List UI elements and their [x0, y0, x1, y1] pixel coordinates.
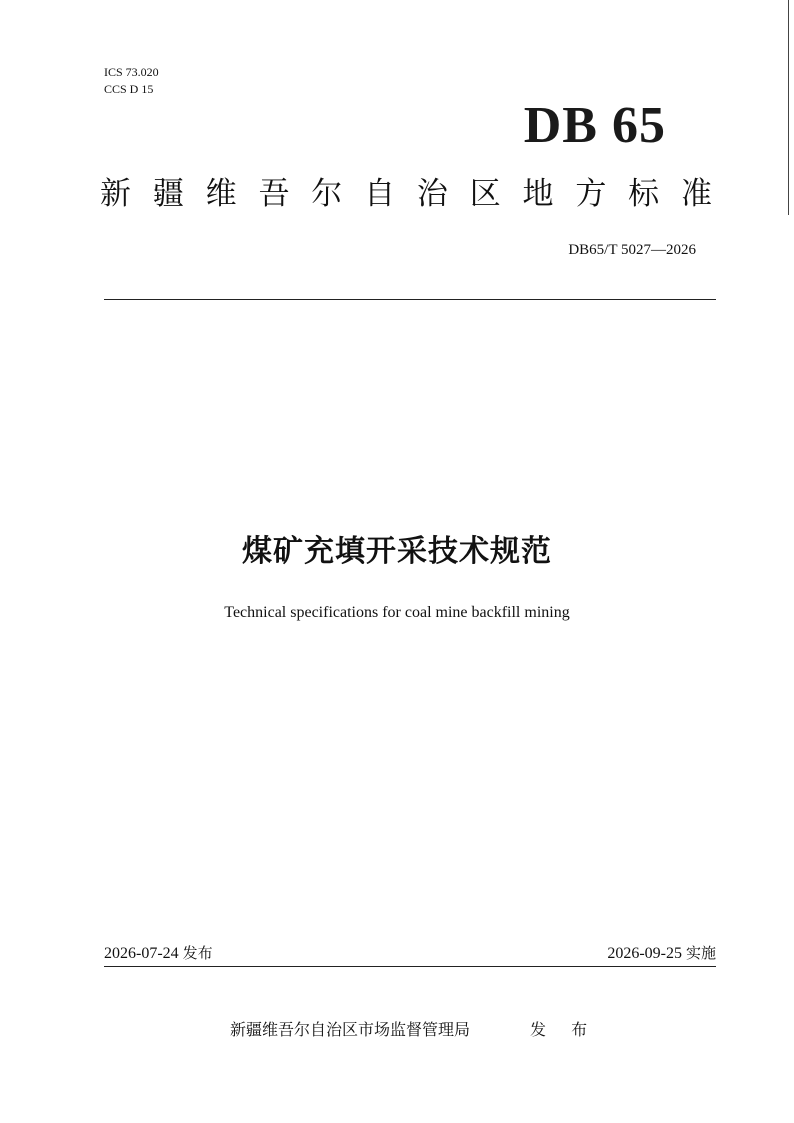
standard-type-char: 维 — [205, 176, 237, 212]
publisher-name: 新疆维吾尔自治区市场监督管理局 — [230, 1020, 471, 1039]
issue-label: 发布 — [182, 944, 213, 962]
scan-edge-line — [788, 0, 789, 215]
footer-divider — [104, 966, 716, 967]
implementation-date — [607, 942, 716, 965]
standard-type-char: 自 — [364, 176, 396, 212]
issue-date — [104, 942, 213, 965]
db-logo: DB 65 — [523, 97, 666, 154]
issue-date-value: 2026-07-24 — [104, 945, 179, 962]
english-title: Technical specifications for coal mine backfill mining — [224, 604, 570, 621]
standard-type-char: 地 — [522, 176, 554, 212]
standard-type-heading — [100, 173, 712, 215]
implementation-date-value: 2026-09-25 — [607, 945, 682, 962]
standard-type-char: 方 — [575, 176, 607, 212]
standard-type-char: 准 — [680, 176, 712, 212]
publish-label: 发 布 — [530, 1020, 598, 1039]
standard-type-char: 标 — [628, 176, 660, 212]
chinese-title: 煤矿充填开采技术规范 — [242, 534, 552, 569]
header-divider — [104, 299, 716, 300]
standard-type-char: 区 — [469, 176, 501, 212]
standard-type-char: 尔 — [311, 176, 343, 212]
standard-type-char: 疆 — [152, 176, 184, 212]
standard-type-char: 治 — [416, 176, 448, 212]
ics-code: ICS 73.020 — [104, 65, 159, 79]
standard-type-char: 吾 — [258, 176, 290, 212]
standard-type-char: 新 — [100, 176, 131, 212]
implementation-label: 实施 — [685, 944, 716, 962]
ccs-code: CCS D 15 — [104, 82, 154, 96]
standard-number: DB65/T 5027—2026 — [568, 242, 696, 258]
